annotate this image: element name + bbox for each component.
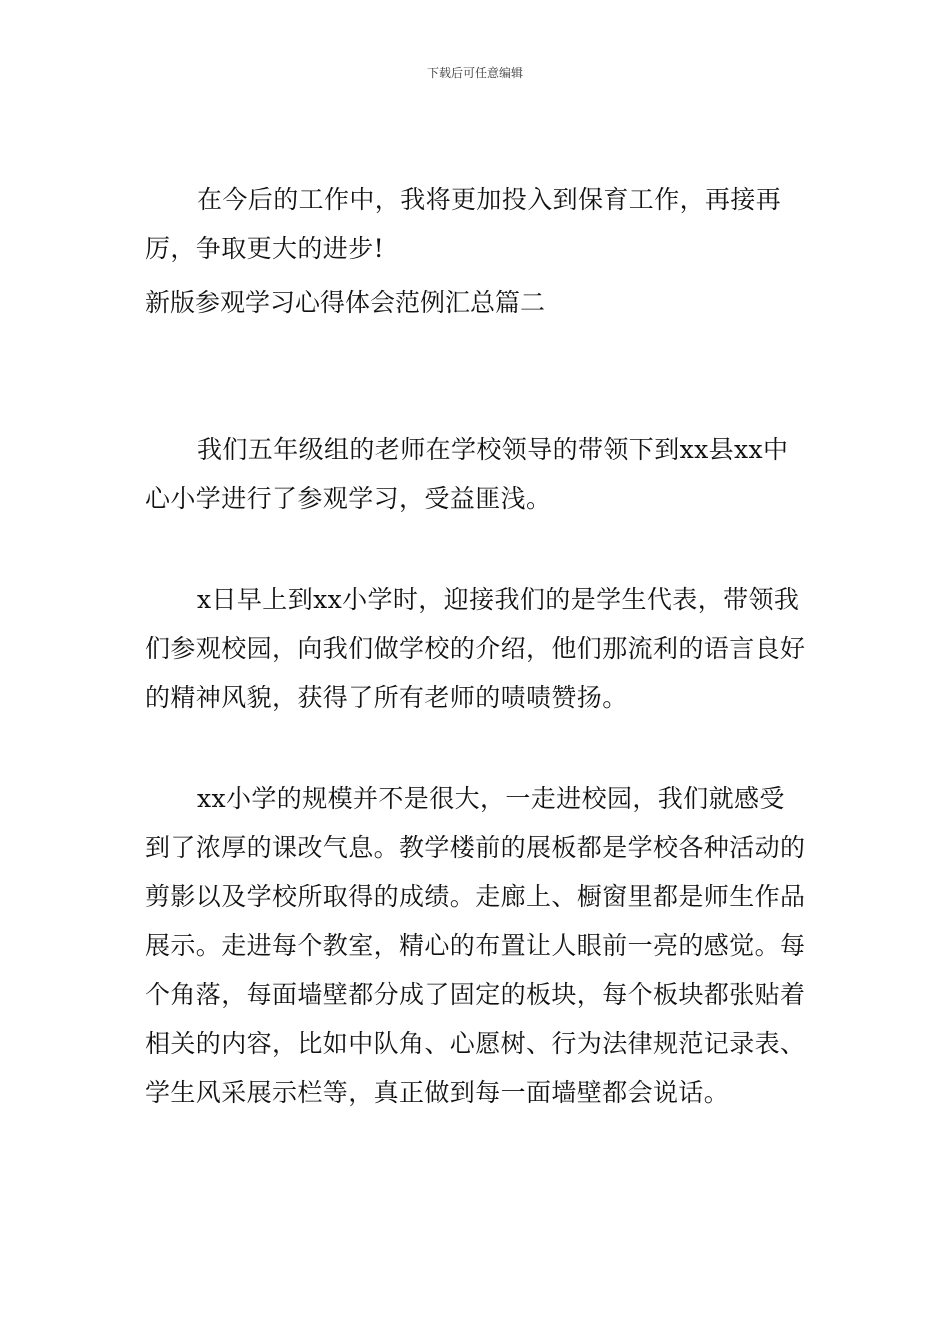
section-title: 新版参观学习心得体会范例汇总篇二 [145, 288, 546, 317]
paragraph-arrival: x日早上到xx小学时，迎接我们的是学生代表，带领我们参观校园，向我们做学校的介绍，他们那流利的语言良好的精神风貌，获得了所有老师的啧啧赞扬。 [145, 585, 806, 712]
paragraph-campus: xx小学的规模并不是很大，一走进校园，我们就感受到了浓厚的课改气息。教学楼前的展板都是学校各种活动的剪影以及学校所取得的成绩。走廊上、橱窗里都是师生作品展示。走进每个教室，精心的布置让人眼前一亮的感觉。每个角落，每面墙壁都分成了固定的板块，每个板块都张贴着相关的内容，比如中队角、心愿树、行为法律规范记录表、学生风采展示栏等，真正做到每一面墙壁都会说话。 [145, 784, 806, 1107]
paragraph-intro: 我们五年级组的老师在学校领导的带领下到xx县xx中心小学进行了参观学习，受益匪浅。 [145, 435, 789, 513]
page-header: 下载后可任意编辑 [426, 66, 523, 80]
paragraph-closing: 在今后的工作中，我将更加投入到保育工作，再接再厉，争取更大的进步! [145, 185, 782, 263]
